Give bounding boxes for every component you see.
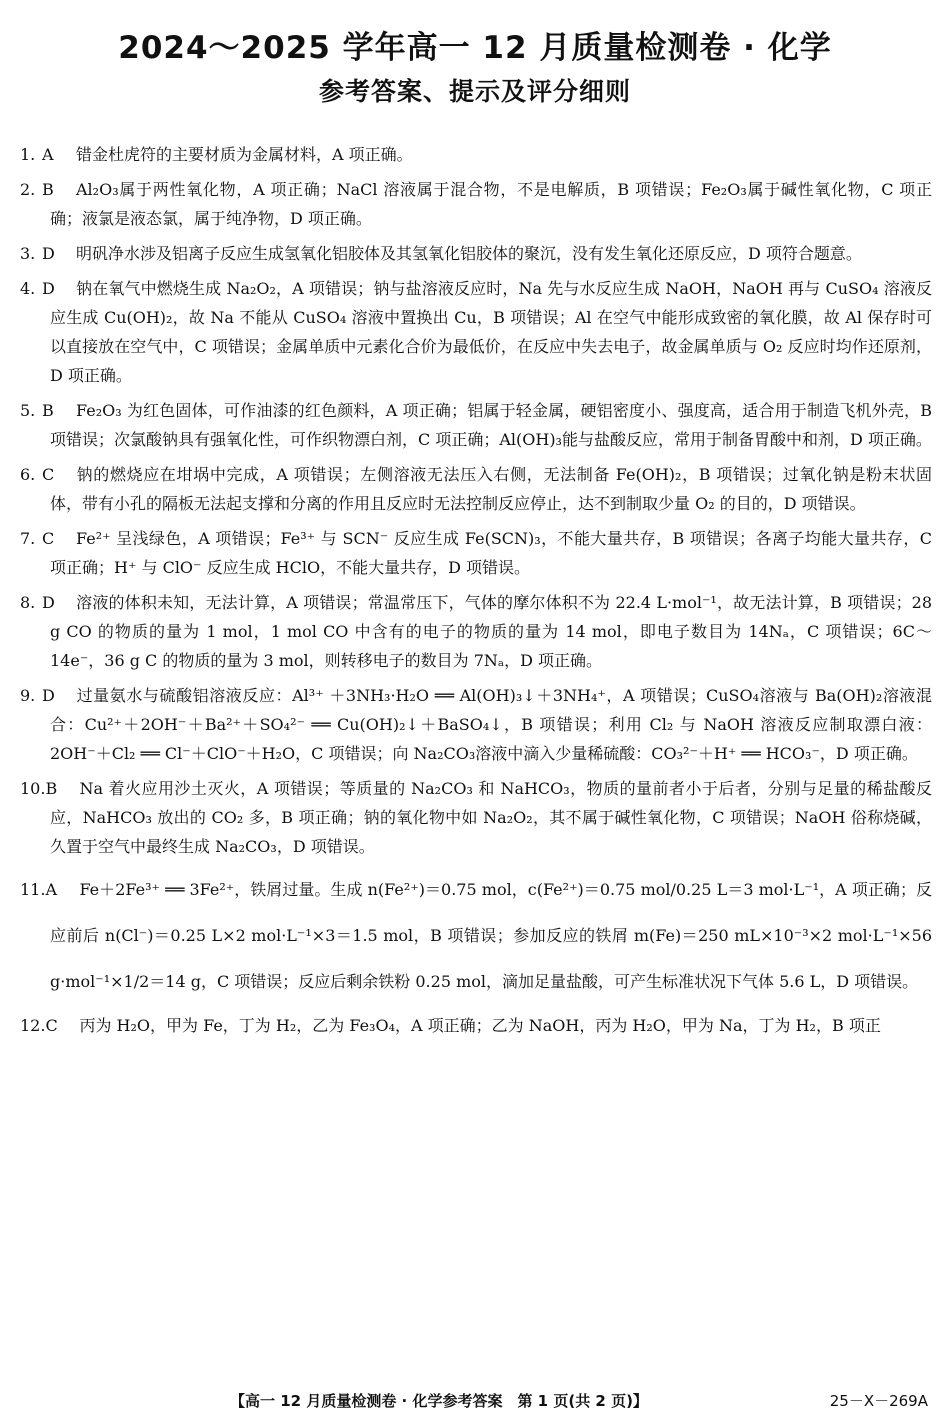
item-number: 10. <box>20 779 46 798</box>
answer-item <box>20 774 932 861</box>
answer-list <box>20 140 932 1046</box>
item-explanation: 明矾净水涉及铝离子反应生成氢氧化铝胶体及其氢氧化铝胶体的聚沉，没有发生氧化还原反应，D 项符合题意。 <box>76 244 862 263</box>
page-subtitle: 参考答案、提示及评分细则 <box>318 77 631 106</box>
answer-item <box>20 239 932 268</box>
item-answer: A <box>45 880 58 899</box>
item-explanation: Fe₂O₃ 为红色固体，可作油漆的红色颜料，A 项正确；铝属于轻金属，硬铝密度小、强度高，适合用于制造飞机外壳，B 项错误；次氯酸钠具有强氧化性，可作织物漂白剂，C 项正确；Al(OH)₃能与盐酸反应，常用于制备胃酸中和剂，D 项正确。 <box>50 401 932 449</box>
item-answer: B <box>42 180 54 199</box>
answer-item <box>20 1011 932 1040</box>
item-number: 12. <box>20 1016 46 1035</box>
item-explanation: 错金杜虎符的主要材质为金属材料，A 项正确。 <box>76 145 413 164</box>
item-explanation: Al₂O₃属于两性氧化物，A 项正确；NaCl 溶液属于混合物，不是电解质，B 项错误；Fe₂O₃属于碱性氧化物，C 项正确；液氯是液态氯，属于纯净物，D 项正确。 <box>50 180 932 228</box>
item-explanation: 钠在氧气中燃烧生成 Na₂O₂，A 项错误；钠与盐溶液反应时，Na 先与水反应生成 NaOH，NaOH 再与 CuSO₄ 溶液反应生成 Cu(OH)₂，故 Na 不能从 CuSO₄ 溶液中置换出 Cu，B 项错误；Al 在空气中能形成致密的氧化膜，故 Al 保存时可以直接放在空气中，C 项错误；金属单质中元素化合价为最低价，在反应中失去电子，故金属单质与 O₂ 反应时均作还原剂，D 项正确。 <box>50 279 932 385</box>
item-number: 11. <box>20 880 46 899</box>
item-answer: D <box>42 686 55 705</box>
answer-item <box>20 274 932 390</box>
item-explanation: 钠的燃烧应在坩埚中完成，A 项错误；左侧溶液无法压入右侧，无法制备 Fe(OH)₂，B 项错误；过氧化钠是粉末状固体，带有小孔的隔板无法起支撑和分离的作用且反应时无法控制反应停止，达不到制取少量 O₂ 的目的，D 项错误。 <box>50 465 932 513</box>
item-explanation: Fe＋2Fe³⁺ ══ 3Fe²⁺，铁屑过量。生成 n(Fe²⁺)＝0.75 mol，c(Fe²⁺)＝0.75 mol/0.25 L＝3 mol·L⁻¹，A 项正确；反应前后 n(Cl⁻)＝0.25 L×2 mol·L⁻¹×3＝1.5 mol，B 项错误；参加反应的铁屑 m(Fe)＝250 mL×10⁻³×2 mol·L⁻¹×56 g·mol⁻¹×1/2＝14 g，C 项错误；反应后剩余铁粉 0.25 mol，滴加足量盐酸，可产生标准状况下气体 5.6 L，D 项错误。 <box>50 880 932 991</box>
page-title: 2024～2025 学年高一 12 月质量检测卷 · 化学 <box>118 30 832 66</box>
page-footer <box>0 1390 950 1416</box>
answer-item <box>20 524 932 582</box>
item-explanation: 溶液的体积未知，无法计算，A 项错误；常温常压下，气体的摩尔体积不为 22.4 L·mol⁻¹，故无法计算，B 项错误；28 g CO 的物质的量为 1 mol，1 mol CO 中含有的电子的物质的量为 14 mol，即电子数目为 14Nₐ，C 项错误；6C～14e⁻，36 g C 的物质的量为 3 mol，则转移电子的数目为 7Nₐ，D 项正确。 <box>50 593 932 670</box>
document-code: 25－X－269A <box>829 1392 928 1410</box>
item-answer: B <box>42 401 54 420</box>
item-answer: A <box>42 145 54 164</box>
item-number: 7. <box>20 529 36 548</box>
item-number: 6. <box>20 465 36 484</box>
item-answer: C <box>45 1016 58 1035</box>
item-number: 1. <box>20 145 36 164</box>
item-answer: B <box>45 779 58 798</box>
answer-item <box>20 140 932 169</box>
item-answer: C <box>42 529 55 548</box>
item-explanation: 丙为 H₂O，甲为 Fe，丁为 H₂，乙为 Fe₃O₄，A 项正确；乙为 NaOH，丙为 H₂O，甲为 Na，丁为 H₂，B 项正 <box>79 1016 881 1035</box>
item-number: 2. <box>20 180 36 199</box>
item-number: 5. <box>20 401 36 420</box>
item-number: 4. <box>20 279 36 298</box>
answer-item <box>20 396 932 454</box>
item-answer: D <box>42 244 55 263</box>
item-explanation: Na 着火应用沙土灭火，A 项错误；等质量的 Na₂CO₃ 和 NaHCO₃，物质的量前者小于后者，分别与足量的稀盐酸反应，NaHCO₃ 放出的 CO₂ 多，B 项正确；钠的氧化物中如 Na₂O₂，其不属于碱性氧化物，C 项错误；NaOH 俗称烧碱，久置于空气中最终生成 Na₂CO₃，D 项错误。 <box>50 779 932 856</box>
item-answer: C <box>42 465 55 484</box>
answer-item <box>20 867 932 1005</box>
footer-label: 【高一 12 月质量检测卷 · 化学参考答案 第 1 页(共 2 页)】 <box>230 1392 648 1410</box>
item-number: 8. <box>20 593 36 612</box>
item-explanation: Fe²⁺ 呈浅绿色，A 项错误；Fe³⁺ 与 SCN⁻ 反应生成 Fe(SCN)₃，不能大量共存，B 项错误；各离子均能大量共存，C 项正确；H⁺ 与 ClO⁻ 反应生成 HClO，不能大量共存，D 项错误。 <box>50 529 932 577</box>
answer-item <box>20 460 932 518</box>
answer-item <box>20 175 932 233</box>
item-explanation: 过量氨水与硫酸铝溶液反应：Al³⁺ ＋3NH₃·H₂O ══ Al(OH)₃↓＋3NH₄⁺，A 项错误；CuSO₄溶液与 Ba(OH)₂溶液混合：Cu²⁺＋2OH⁻＋Ba²⁺＋SO₄²⁻ ══ Cu(OH)₂↓＋BaSO₄↓，B 项错误；利用 Cl₂ 与 NaOH 溶液反应制取漂白液：2OH⁻＋Cl₂ ══ Cl⁻＋ClO⁻＋H₂O，C 项错误；向 Na₂CO₃溶液中滴入少量稀硫酸：CO₃²⁻＋H⁺ ══ HCO₃⁻，D 项正确。 <box>50 686 932 763</box>
item-number: 9. <box>20 686 36 705</box>
item-number: 3. <box>20 244 36 263</box>
item-answer: D <box>42 593 55 612</box>
answer-item <box>20 588 932 675</box>
answer-item <box>20 681 932 768</box>
item-answer: D <box>42 279 55 298</box>
